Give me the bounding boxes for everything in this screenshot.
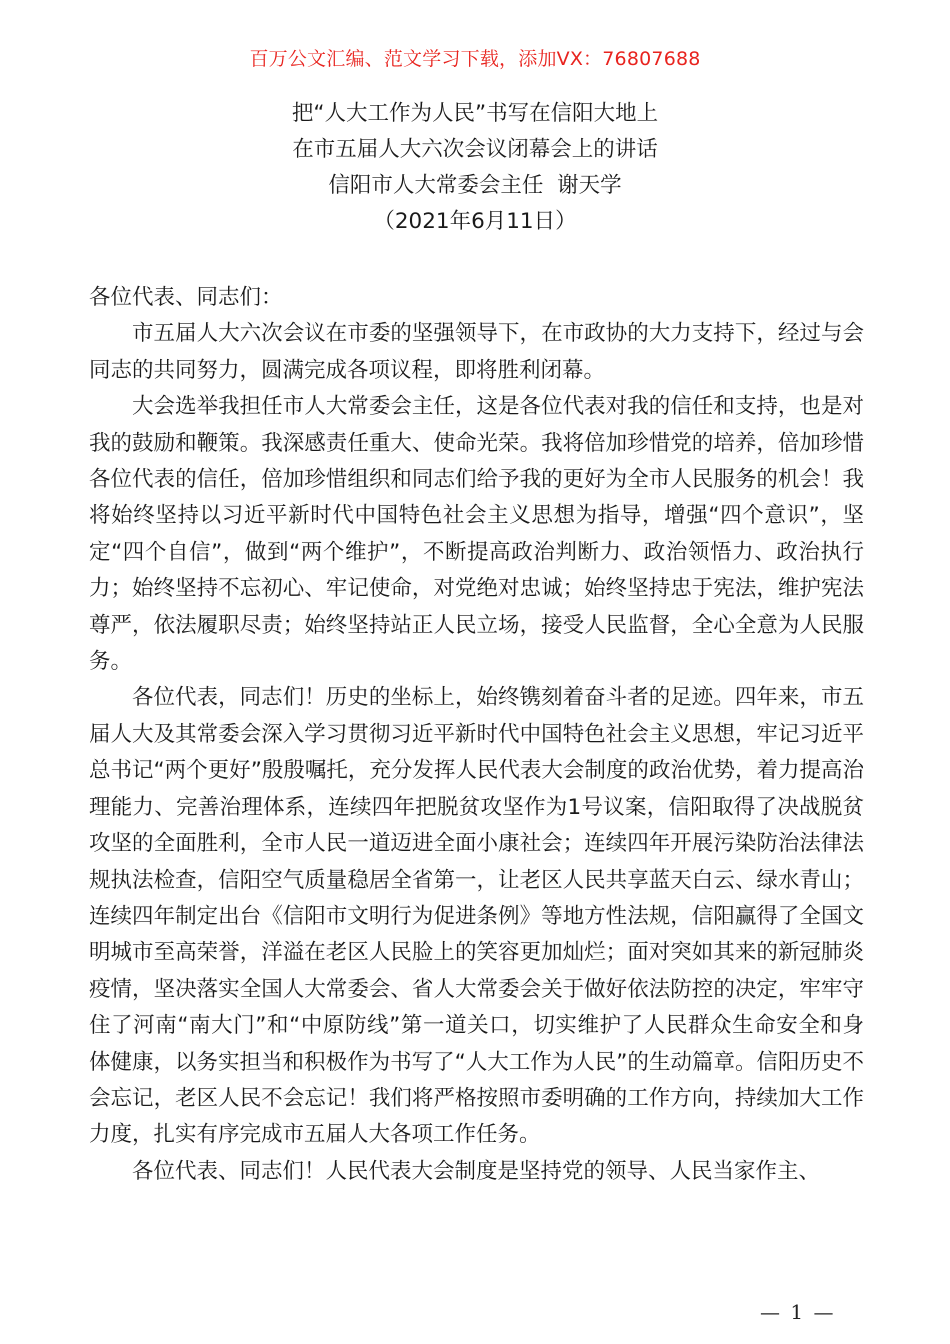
document-title: 把“人大工作为人民”书写在信阳大地上	[291, 101, 659, 126]
document-body	[89, 280, 864, 1190]
salutation: 各位代表、同志们：	[89, 285, 283, 310]
speaker-line: 信阳市人大常委会主任 谢天学	[328, 173, 622, 198]
paragraph: 各位代表，同志们！历史的坐标上，始终镌刻着奋斗者的足迹。四年来，市五届人大及其常委会深入学习贯彻习近平新时代中国特色社会主义思想，牢记习近平总书记“两个更好”殷殷嘱托，充分发挥人民代表大会制度的政治优势，着力提高治理能力、完善治理体系，连续四年把脱贫攻坚作为1号议案，信阳取得了决战脱贫攻坚的全面胜利，全市人民一道迈进全面小康社会；连续四年开展污染防治法律法规执法检查，信阳空气质量稳居全省第一，让老区人民共享蓝天白云、绿水青山；连续四年制定出台《信阳市文明行为促进条例》等地方性法规，信阳赢得了全国文明城市至高荣誉，洋溢在老区人民脸上的笑容更加灿烂；面对突如其来的新冠肺炎疫情，坚决落实全国人大常委会、省人大常委会关于做好依法防控的决定，牢牢守住了河南“南大门”和“中原防线”第一道关口，切实维护了人民群众生命安全和身体健康，以务实担当和积极作为书写了“人大工作为人民”的生动篇章。信阳历史不会忘记，老区人民不会忘记！我们将严格按照市委明确的工作方向，持续加大工作力度，扎实有序完成市五届人大各项工作任务。	[89, 685, 864, 1148]
paragraph: 市五届人大六次会议在市委的坚强领导下，在市政协的大力支持下，经过与会同志的共同努力，圆满完成各项议程，即将胜利闭幕。	[89, 321, 864, 383]
speech-date: （2021年6月11日）	[373, 209, 577, 234]
paragraph: 大会选举我担任市人大常委会主任，这是各位代表对我的信任和支持，也是对我的鼓励和鞭策。我深感责任重大、使命光荣。我将倍加珍惜党的培养，倍加珍惜各位代表的信任，倍加珍惜组织和同志们给予我的更好为全市人民服务的机会！我将始终坚持以习近平新时代中国特色社会主义思想为指导，增强“四个意识”，坚定“四个自信”，做到“两个维护”，不断提高政治判断力、政治领悟力、政治执行力；始终坚持不忘初心、牢记使命，对党绝对忠诚；始终坚持忠于宪法，维护宪法尊严，依法履职尽责；始终坚持站正人民立场，接受人民监督，全心全意为人民服务。	[89, 394, 864, 675]
watermark-banner: 百万公文汇编、范文学习下载，添加VX：76807688	[249, 48, 701, 70]
paragraph: 各位代表、同志们！人民代表大会制度是坚持党的领导、人民当家作主、	[132, 1158, 821, 1184]
document-header	[0, 96, 950, 240]
document-subtitle: 在市五届人大六次会议闭幕会上的讲话	[292, 137, 658, 162]
page-number: — 1 —	[760, 1300, 836, 1324]
